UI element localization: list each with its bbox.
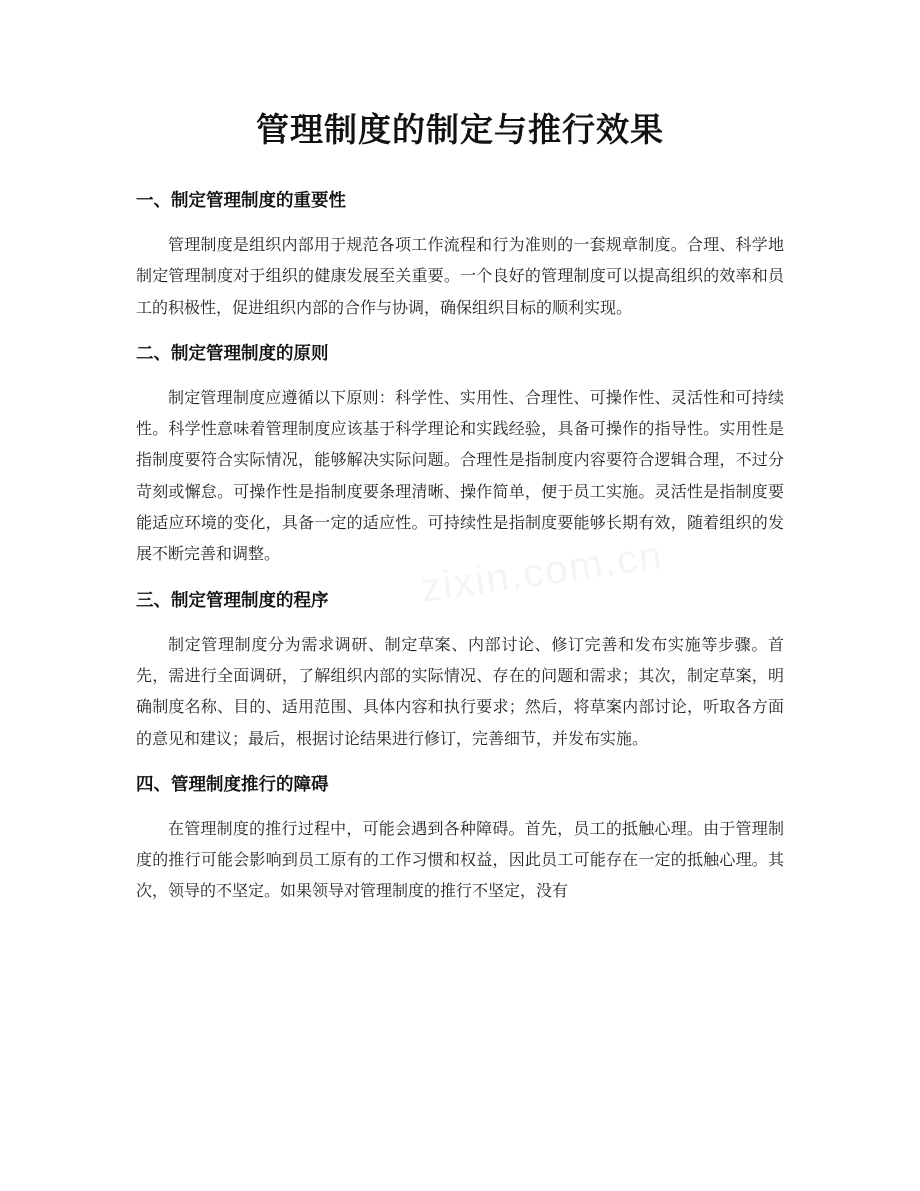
section-heading-4: 四、管理制度推行的障碍: [136, 774, 329, 795]
section-paragraph-4: 在管理制度的推行过程中，可能会遇到各种障碍。首先，员工的抵触心理。由于管理制度的推行可能会影响到员工原有的工作习惯和权益，因此员工可能存在一定的抵触心理。其次，领导的不坚定。如果领导对管理制度的推行不坚定，没有: [136, 818, 784, 901]
section-heading-3: 三、制定管理制度的程序: [136, 590, 329, 611]
section-heading-2: 二、制定管理制度的原则: [136, 343, 329, 364]
section-paragraph-2: 制定管理制度应遵循以下原则：科学性、实用性、合理性、可操作性、灵活性和可持续性。科学性意味着管理制度应该基于科学理论和实践经验，具备可操作的指导性。实用性是指制度要符合实际情况，能够解决实际问题。合理性是指制度内容要符合逻辑合理，不过分苛刻或懈怠。可操作性是指制度要条理清晰、操作简单，便于员工实施。灵活性是指制度要能适应环境的变化，具备一定的适应性。可持续性是指制度要能够长期有效，随着组织的发展不断完善和调整。: [136, 387, 784, 564]
section-paragraph-3: 制定管理制度分为需求调研、制定草案、内部讨论、修订完善和发布实施等步骤。首先，需进行全面调研，了解组织内部的实际情况、存在的问题和需求；其次，制定草案，明确制度名称、目的、适用范围、具体内容和执行要求；然后，将草案内部讨论，听取各方面的意见和建议；最后，根据讨论结果进行修订，完善细节，并发布实施。: [136, 634, 784, 748]
section-heading-1: 一、制定管理制度的重要性: [136, 191, 346, 211]
section-paragraph-1: 管理制度是组织内部用于规范各项工作流程和行为准则的一套规章制度。合理、科学地制定管理制度对于组织的健康发展至关重要。一个良好的管理制度可以提高组织的效率和员工的积极性，促进组织内部的合作与协调，确保组织目标的顺利实现。: [136, 235, 784, 317]
document-title: 管理制度的制定与推行效果: [256, 110, 664, 149]
document-body: [136, 180, 784, 917]
